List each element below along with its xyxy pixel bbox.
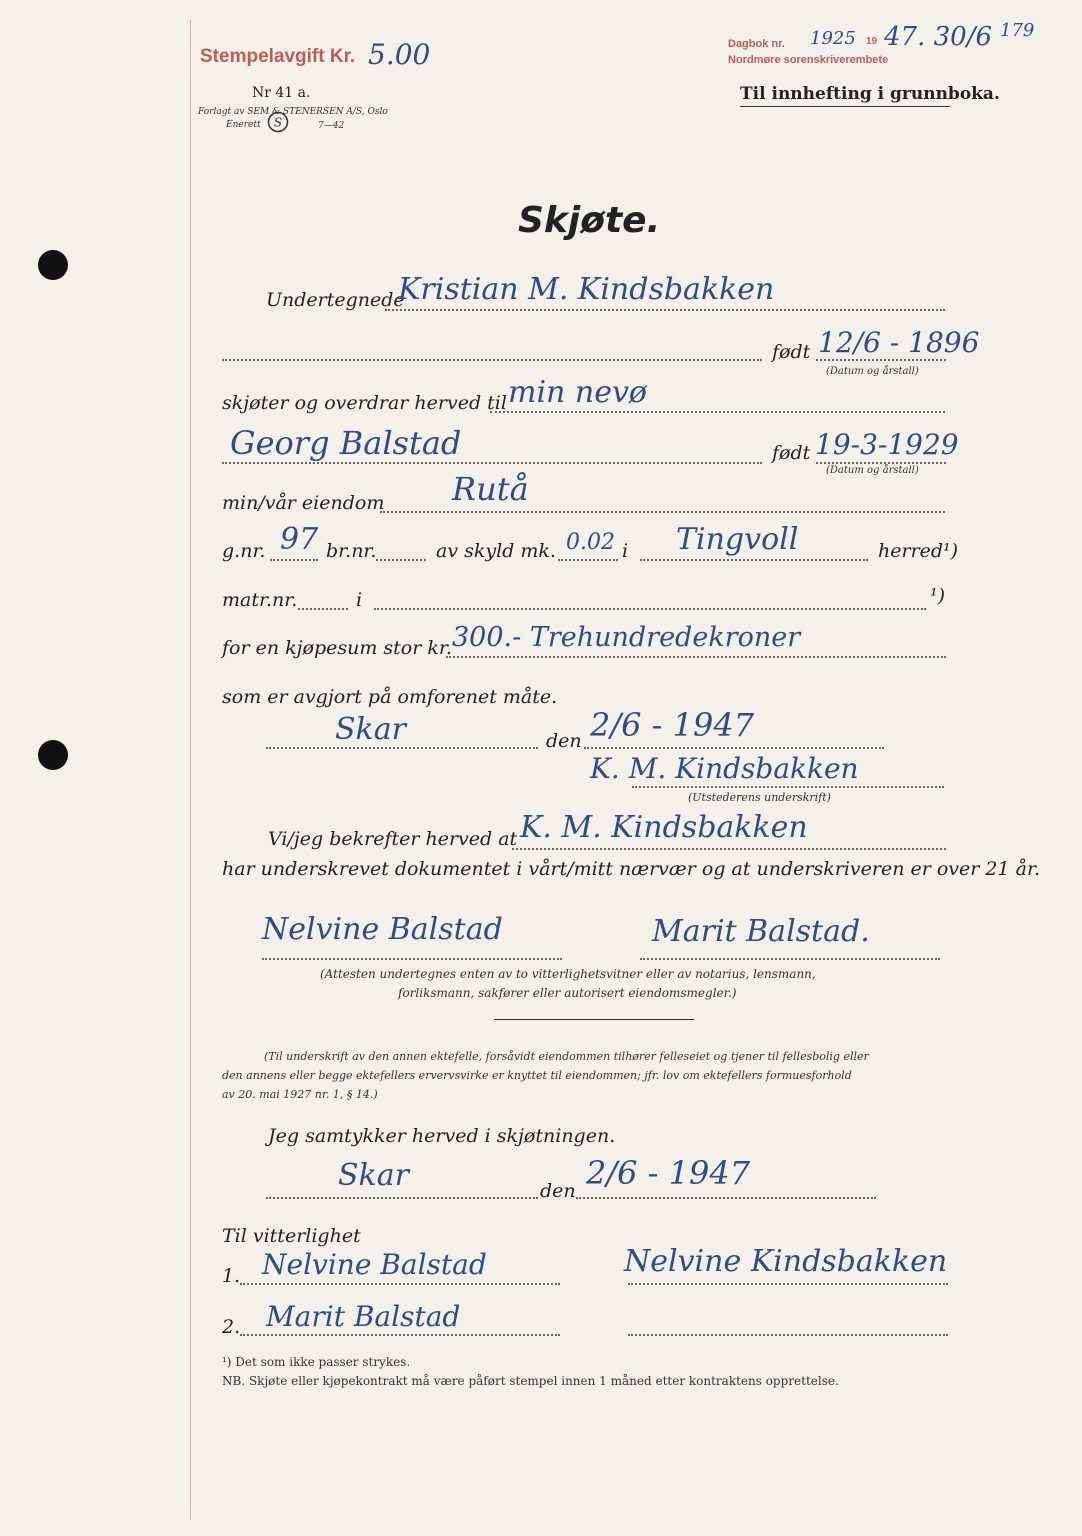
- undertegnede-dotted-line: [385, 309, 945, 311]
- bekrefter-dotted-line: [512, 848, 946, 850]
- vitterlighet-label: Til vitterlighet: [222, 1225, 361, 1247]
- date-1-dotted-line: [584, 747, 884, 749]
- brnr-dotted-line: [376, 559, 426, 561]
- place-2-dotted-line: [266, 1197, 538, 1199]
- publisher-line2: Enerett: [226, 120, 261, 130]
- dagbok-number: 1925: [810, 28, 856, 49]
- form-number: Nr 41 a.: [252, 85, 311, 101]
- herred-dotted-line: [640, 559, 868, 561]
- seller-name: Kristian M. Kindsbakken: [398, 272, 775, 307]
- section-divider: [494, 1019, 694, 1020]
- publisher-line1: Forlagt av SEM & STENERSEN A/S, Oslo: [198, 107, 388, 117]
- eiendom-dotted-line: [380, 511, 945, 513]
- spouse-note-line2: den annens eller begge ektefellers ervervsvirke er knyttet til eiendommen; jfr. lov om ektefellers formuesforhold: [222, 1069, 852, 1082]
- herred-label: herred¹): [878, 540, 959, 562]
- gnr-dotted-line: [270, 559, 318, 561]
- stamp-fee-value: 5.00: [368, 38, 431, 71]
- footnote: ¹) Det som ikke passer strykes.: [222, 1355, 411, 1369]
- recipient-relation: min nevø: [508, 375, 647, 410]
- nb-note: NB. Skjøte eller kjøpekontrakt må være påført stempel innen 1 måned etter kontraktens opprettelse.: [222, 1374, 839, 1388]
- document-title: Skjøte.: [518, 200, 661, 241]
- recipient-name-dotted-line: [222, 462, 762, 464]
- recipient-relation-dotted-line: [490, 411, 945, 413]
- skyld-i-label: i: [622, 540, 629, 562]
- bekrefter-label: Vi/jeg bekrefter herved at: [268, 828, 518, 850]
- issuer-signature: K. M. Kindsbakken: [590, 752, 859, 785]
- date-2-dotted-line: [576, 1197, 876, 1199]
- red-margin-line: [190, 20, 191, 1520]
- attest-note-line1: (Attesten undertegnes enten av to vitterlighetsvitner eller av notarius, lensmann,: [320, 967, 816, 981]
- punch-hole-bottom: [38, 740, 68, 770]
- spouse-signature: Nelvine Kindsbakken: [624, 1244, 948, 1279]
- kjopesum-value: 300.- Trehundredekroner: [452, 622, 801, 653]
- den-label-1: den: [546, 730, 582, 752]
- skyld-dotted-line: [558, 559, 618, 561]
- bekrefter-name: K. M. Kindsbakken: [520, 810, 808, 845]
- witness-1-number: 1.: [222, 1265, 241, 1287]
- seller-datum-hint: (Datum og årstall): [826, 366, 919, 377]
- recipient-datum-hint: (Datum og årstall): [826, 465, 919, 476]
- herred-name: Tingvoll: [676, 522, 799, 557]
- punch-hole-top: [38, 250, 68, 280]
- skjoter-label: skjøter og overdrar herved til: [222, 392, 507, 414]
- attest-note-line2: forliksmann, sakfører eller autorisert eiendomsmegler.): [398, 986, 737, 1000]
- spouse-note-line3: av 20. mai 1927 nr. 1, § 14.): [222, 1088, 378, 1101]
- issuer-signature-dotted-line: [632, 786, 944, 788]
- matr-place-dotted-line: [374, 608, 926, 610]
- kjopesum-label: for en kjøpesum stor kr.: [222, 637, 452, 659]
- recipient-fodt-label: født: [772, 442, 811, 464]
- place-1-dotted-line: [266, 747, 538, 749]
- place-1: Skar: [335, 712, 406, 747]
- skyld-value: 0.02: [566, 530, 615, 555]
- witness-2-name: Marit Balstad: [266, 1300, 461, 1333]
- registry-office: Nordmøre sorenskriverembete: [728, 54, 889, 66]
- eiendom-label: min/vår eiendom: [222, 492, 385, 514]
- recipient-name: Georg Balstad: [230, 424, 462, 462]
- seller-fodt-label: født: [772, 341, 811, 363]
- spouse-note-line1: (Til underskrift av den annen ektefelle, forsåvidt eiendommen tilhører felleseiet og tjener til fellesbolig eller: [264, 1050, 869, 1063]
- matr-dotted-line: [298, 608, 348, 610]
- spouse-signature-dotted-line: [628, 1283, 948, 1285]
- witness-2-number: 2.: [222, 1316, 241, 1338]
- den-label-2: den: [540, 1180, 576, 1202]
- stamp-fee-label: Stempelavgift Kr.: [200, 46, 356, 67]
- filing-note-underline: [740, 106, 950, 107]
- omforenet-text: som er avgjort på omforenet måte.: [222, 686, 558, 708]
- brnr-label: br.nr.: [326, 540, 377, 562]
- seller-birth-dotted-line: [816, 359, 946, 361]
- skyld-label: av skyld mk.: [436, 540, 556, 562]
- recipient-birth: 19-3-1929: [815, 428, 959, 461]
- samtykker-text: Jeg samtykker herved i skjøtningen.: [268, 1125, 616, 1147]
- property-name: Rutå: [452, 470, 529, 508]
- witness-1-name-dotted-line: [240, 1283, 560, 1285]
- matr-i-label: i: [356, 589, 363, 611]
- place-2: Skar: [338, 1158, 409, 1193]
- dagbok-date: 47. 30/6: [884, 22, 992, 52]
- publisher-logo-icon: [267, 111, 289, 133]
- dagbok-label: Dagbok nr.: [728, 38, 785, 50]
- issuer-hint: (Utstederens underskrift): [688, 791, 831, 804]
- gnr-value: 97: [280, 522, 319, 557]
- recipient-birth-dotted-line: [816, 462, 946, 464]
- date-1: 2/6 - 1947: [590, 706, 755, 744]
- seller-extra-dotted-line: [222, 359, 762, 361]
- publisher-code: 7—42: [318, 121, 345, 131]
- undertegnede-label: Undertegnede: [266, 289, 405, 311]
- witness-signature-1: Nelvine Balstad: [262, 912, 503, 947]
- matr-label: matr.nr.: [222, 589, 298, 611]
- bekrefter-text: har underskrevet dokumentet i vårt/mitt nærvær og at underskriveren er over 21 år.: [222, 858, 1040, 880]
- witness-1-dotted-line: [262, 958, 562, 960]
- date-2: 2/6 - 1947: [586, 1154, 751, 1192]
- svg-text:S: S: [273, 115, 283, 130]
- witness-1-name: Nelvine Balstad: [262, 1248, 487, 1281]
- gnr-label: g.nr.: [222, 540, 266, 562]
- dagbok-year-label: 19: [866, 36, 878, 47]
- witness-2-name-dotted-line: [240, 1334, 560, 1336]
- witness-2-dotted-line: [640, 958, 940, 960]
- seller-birth: 12/6 - 1896: [818, 326, 980, 359]
- kjopesum-dotted-line: [446, 656, 946, 658]
- witness-signature-2: Marit Balstad.: [652, 914, 870, 949]
- filing-note: Til innhefting i grunnboka.: [740, 84, 1000, 104]
- spouse-2-dotted-line: [628, 1334, 948, 1336]
- matr-suffix: ¹): [930, 585, 946, 607]
- page-number: 179: [1000, 20, 1035, 41]
